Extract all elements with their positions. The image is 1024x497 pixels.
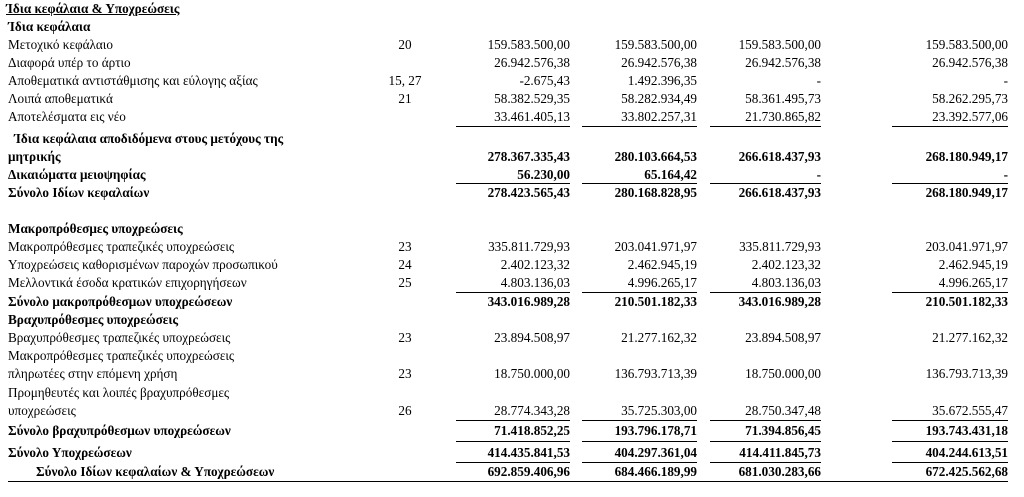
value-cell: 414.435.841,53 (487, 445, 570, 460)
bottom-rule (8, 481, 1008, 482)
row-label: Μακροπρόθεσμες τραπεζικές υποχρεώσεις (8, 348, 235, 363)
value-cell: 159.583.500,00 (925, 37, 1008, 52)
value-cell: 35.672.555,47 (932, 403, 1008, 418)
grand-total-row (0, 463, 1024, 481)
longterm-heading-row (0, 220, 1024, 238)
table-row (0, 238, 1024, 256)
underline-rule (456, 126, 570, 127)
row-label: Μετοχικό κεφάλαιο (8, 37, 113, 52)
value-cell: 71.394.856,45 (745, 423, 821, 438)
value-cell: 278.423.565,43 (487, 185, 570, 200)
table-row (0, 36, 1024, 54)
value-cell: 35.725.303,00 (621, 403, 697, 418)
value-cell: 71.418.852,25 (494, 423, 570, 438)
row-note: 24 (398, 257, 412, 272)
value-cell: - (1003, 73, 1008, 88)
value-cell: 159.583.500,00 (614, 37, 697, 52)
equity-total-label: Σύνολο Ιδίων κεφαλαίων (8, 185, 150, 200)
statement-title: Ίδια κεφάλαια & Υποχρεώσεις (6, 1, 180, 16)
value-cell: 1.492.396,35 (627, 73, 697, 88)
attributable-row (0, 148, 1024, 166)
statement-title-row (0, 0, 1024, 18)
value-cell: 23.894.508,97 (494, 330, 570, 345)
value-cell: 414.411.845,73 (739, 445, 821, 460)
row-note: 20 (398, 37, 412, 52)
row-note: 25 (398, 275, 412, 290)
value-cell: 404.244.613,51 (925, 445, 1008, 460)
table-row (0, 90, 1024, 108)
value-cell: 21.277.162,32 (932, 330, 1008, 345)
value-cell: 4.803.136,03 (500, 275, 570, 290)
table-row (0, 329, 1024, 347)
underline-rule (892, 420, 1008, 421)
minority-row (0, 166, 1024, 184)
value-cell: 203.041.971,97 (925, 239, 1008, 254)
row-note: 15, 27 (388, 73, 422, 88)
value-cell: 2.462.945,19 (938, 257, 1008, 272)
shortterm-heading: Βραχυπρόθεσμες υποχρεώσεις (8, 312, 179, 327)
value-cell: 335.811.729,93 (739, 239, 821, 254)
value-cell: 210.501.182,33 (925, 294, 1008, 309)
value-cell: 21.277.162,32 (621, 330, 697, 345)
value-cell: 343.016.989,28 (738, 294, 821, 309)
value-cell: 278.367.335,43 (487, 149, 570, 164)
value-cell: 136.793.713,39 (614, 366, 697, 381)
table-row (0, 274, 1024, 292)
value-cell: 65.164,42 (644, 167, 697, 182)
value-cell: 404.297.361,04 (614, 445, 697, 460)
row-label: Αποτελέσματα εις νέο (8, 109, 126, 124)
value-cell: 672.425.562,68 (925, 464, 1008, 479)
value-cell: 268.180.949,17 (925, 185, 1008, 200)
value-cell: - (816, 73, 821, 88)
value-cell: 268.180.949,17 (925, 149, 1008, 164)
shortterm-heading-row (0, 311, 1024, 329)
row-label: Προμηθευτές και λοιπές βραχυπρόθεσμες (8, 385, 230, 400)
underline-rule (710, 420, 821, 421)
value-cell: 280.103.664,53 (614, 149, 697, 164)
value-cell: 4.996.265,17 (627, 275, 697, 290)
value-cell: 58.282.934,49 (621, 91, 697, 106)
row-label: Μελλοντικά έσοδα κρατικών επιχορηγήσεων (8, 275, 247, 290)
row-label: Μακροπρόθεσμες τραπεζικές υποχρεώσεις (8, 239, 235, 254)
shortterm-total-label: Σύνολο βραχυπρόθεσμων υποχρεώσεων (8, 423, 231, 438)
equity-heading-row (0, 18, 1024, 36)
underline-rule (582, 441, 697, 442)
underline-rule (892, 126, 1008, 127)
row-label: υποχρεώσεις (8, 403, 76, 418)
row-note: 23 (398, 330, 412, 345)
liabilities-total-label: Σύνολο Υποχρεώσεων (8, 445, 132, 460)
value-cell: 203.041.971,97 (614, 239, 697, 254)
value-cell: 18.750.000,00 (494, 366, 570, 381)
table-row-label-continuation (0, 384, 1024, 402)
value-cell: 280.168.828,95 (614, 185, 697, 200)
value-cell: 33.802.257,31 (621, 109, 697, 124)
value-cell: 343.016.989,28 (487, 294, 570, 309)
value-cell: 684.466.189,99 (614, 464, 697, 479)
value-cell: 56.230,00 (517, 167, 570, 182)
value-cell: -2.675,43 (519, 73, 570, 88)
table-row (0, 54, 1024, 72)
value-cell: 4.803.136,03 (751, 275, 821, 290)
value-cell: 26.942.576,38 (621, 55, 697, 70)
table-row (0, 402, 1024, 420)
longterm-total-row (0, 293, 1024, 311)
underline-rule (710, 126, 821, 127)
value-cell: 136.793.713,39 (925, 366, 1008, 381)
underline-rule (582, 420, 697, 421)
minority-label: Δικαιώματα μειοψηφίας (8, 167, 146, 182)
value-cell: 210.501.182,33 (614, 294, 697, 309)
value-cell: 4.996.265,17 (938, 275, 1008, 290)
value-cell: 58.382.529,35 (494, 91, 570, 106)
value-cell: 26.942.576,38 (932, 55, 1008, 70)
grand-total-label: Σύνολο Ιδίων κεφαλαίων & Υποχρεώσεων (36, 464, 275, 479)
value-cell: 26.942.576,38 (494, 55, 570, 70)
table-row (0, 72, 1024, 90)
longterm-heading: Μακροπρόθεσμες υποχρεώσεις (8, 221, 183, 236)
value-cell: 692.859.406,96 (487, 464, 570, 479)
value-cell: - (816, 167, 821, 182)
row-label: πληρωτέες στην επόμενη χρήση (8, 366, 178, 381)
value-cell: - (1003, 167, 1008, 182)
value-cell: 266.618.437,93 (738, 185, 821, 200)
shortterm-total-row (0, 422, 1024, 440)
value-cell: 2.402.123,32 (751, 257, 821, 272)
value-cell: 335.811.729,93 (488, 239, 570, 254)
table-row (0, 108, 1024, 126)
underline-rule (892, 441, 1008, 442)
value-cell: 28.750.347,48 (745, 403, 821, 418)
row-note: 21 (398, 91, 412, 106)
attributable-label-row (0, 130, 1024, 148)
row-label: Διαφορά υπέρ το άρτιο (8, 55, 131, 70)
equity-heading: Ίδια κεφάλαια (8, 19, 91, 34)
underline-rule (456, 420, 570, 421)
value-cell: 18.750.000,00 (745, 366, 821, 381)
underline-rule (582, 126, 697, 127)
value-cell: 159.583.500,00 (487, 37, 570, 52)
longterm-total-label: Σύνολο μακροπρόθεσμων υποχρεώσεων (8, 294, 233, 309)
attributable-label-line1: Ίδια κεφάλαια αποδιδόμενα στους μετόχους της (14, 131, 284, 146)
value-cell: 266.618.437,93 (738, 149, 821, 164)
row-label: Βραχυπρόθεσμες τραπεζικές υποχρεώσεις (8, 330, 231, 345)
underline-rule (710, 441, 821, 442)
value-cell: 2.402.123,32 (500, 257, 570, 272)
value-cell: 23.392.577,06 (932, 109, 1008, 124)
row-label: Υποχρεώσεις καθορισμένων παροχών προσωπικού (8, 257, 278, 272)
value-cell: 58.262.295,73 (932, 91, 1008, 106)
value-cell: 58.361.495,73 (745, 91, 821, 106)
value-cell: 193.743.431,18 (925, 423, 1008, 438)
value-cell: 21.730.865,82 (745, 109, 821, 124)
row-note: 26 (398, 403, 412, 418)
row-label: Αποθεματικά αντιστάθμισης και εύλογης αξίας (8, 73, 258, 88)
attributable-label-line2: μητρικής (8, 149, 61, 164)
row-note: 23 (398, 239, 412, 254)
equity-total-row (0, 184, 1024, 202)
value-cell: 33.461.405,13 (494, 109, 570, 124)
value-cell: 193.796.178,71 (614, 423, 697, 438)
value-cell: 26.942.576,38 (745, 55, 821, 70)
row-note: 23 (398, 366, 412, 381)
value-cell: 28.774.343,28 (494, 403, 570, 418)
row-label: Λοιπά αποθεματικά (8, 91, 113, 106)
value-cell: 681.030.283,66 (738, 464, 821, 479)
underline-rule (456, 441, 570, 442)
value-cell: 23.894.508,97 (745, 330, 821, 345)
value-cell: 159.583.500,00 (738, 37, 821, 52)
table-row-label-continuation (0, 347, 1024, 365)
value-cell: 2.462.945,19 (627, 257, 697, 272)
table-row (0, 256, 1024, 274)
liabilities-total-row (0, 444, 1024, 462)
table-row (0, 365, 1024, 383)
